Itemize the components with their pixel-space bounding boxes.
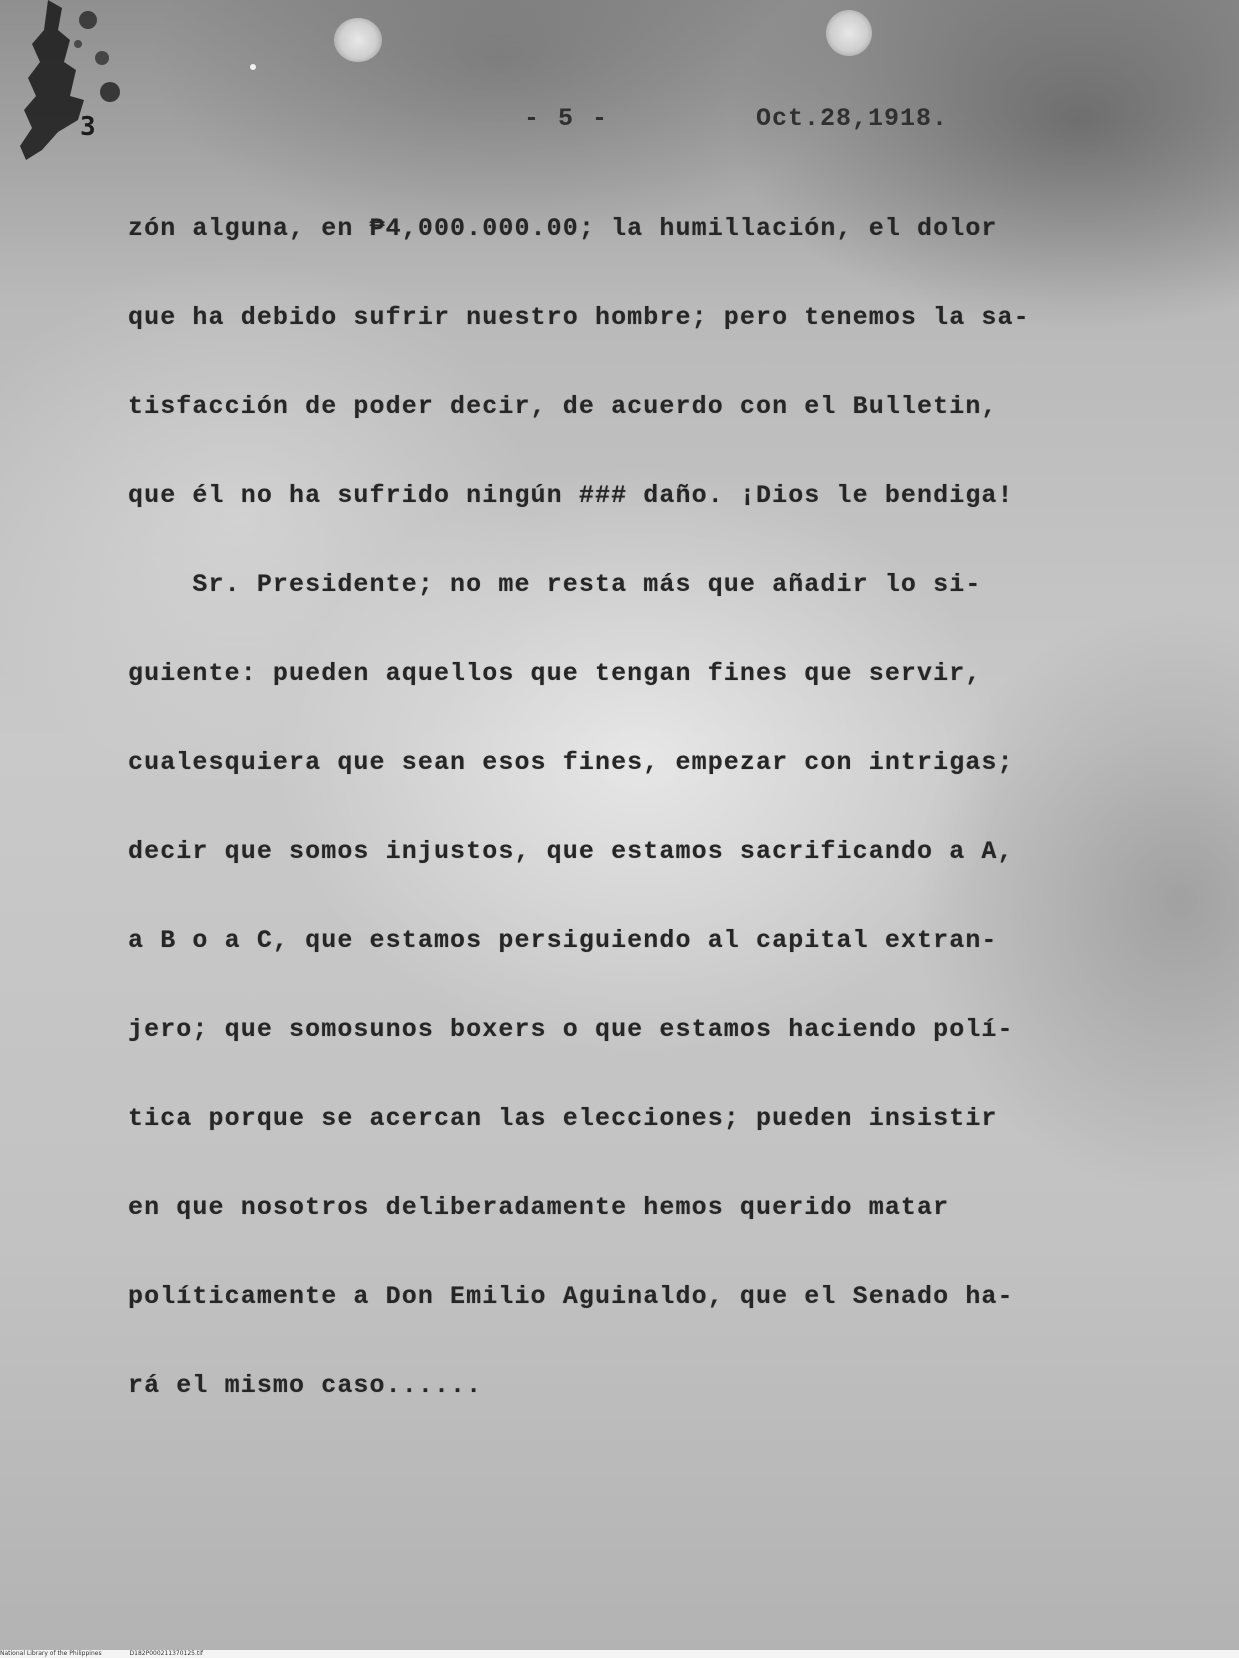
scan-footer: [0, 1650, 1239, 1658]
text-line: zón alguna, en ₱4,000.000.00; la humillación, el dolor: [128, 214, 998, 243]
punch-hole-right: [826, 10, 872, 56]
text-line: cualesquiera que sean esos fines, empezar con intrigas;: [128, 748, 1014, 777]
library-name: National Library of the Philippines: [0, 1650, 102, 1657]
page-number: - 5 -: [524, 104, 610, 133]
body-text: [128, 214, 1138, 1460]
text-line: a B o a C, que estamos persiguiendo al capital extran-: [128, 926, 998, 955]
archive-stamp: [18, 0, 128, 170]
text-line: que ha debido sufrir nuestro hombre; pero tenemos la sa-: [128, 303, 1030, 332]
text-line: en que nosotros deliberadamente hemos querido matar: [128, 1193, 950, 1222]
text-line: jero; que somosunos boxers o que estamos haciendo polí-: [128, 1015, 1014, 1044]
file-name: D182P000211370125.tif: [129, 1650, 204, 1657]
paper-speck: [250, 64, 256, 70]
text-line: políticamente a Don Emilio Aguinaldo, que el Senado ha-: [128, 1282, 1014, 1311]
text-line: guiente: pueden aquellos que tengan fines que servir,: [128, 659, 982, 688]
text-line: decir que somos injustos, que estamos sacrificando a A,: [128, 837, 1014, 866]
page-header: [0, 104, 1239, 144]
text-line: tica porque se acercan las elecciones; pueden insistir: [128, 1104, 998, 1133]
text-line: tisfacción de poder decir, de acuerdo con el Bulletin,: [128, 392, 998, 421]
text-line: Sr. Presidente; no me resta más que añadir lo si-: [128, 570, 982, 599]
text-line: rá el mismo caso......: [128, 1371, 483, 1400]
stamp-ink-icon: [18, 0, 128, 170]
stamp-number: 3: [80, 112, 96, 142]
text-line: que él no ha sufrido ningún ### daño. ¡Dios le bendiga!: [128, 481, 1014, 510]
punch-hole-left: [334, 18, 382, 62]
letter-date: Oct.28,1918.: [756, 104, 949, 133]
